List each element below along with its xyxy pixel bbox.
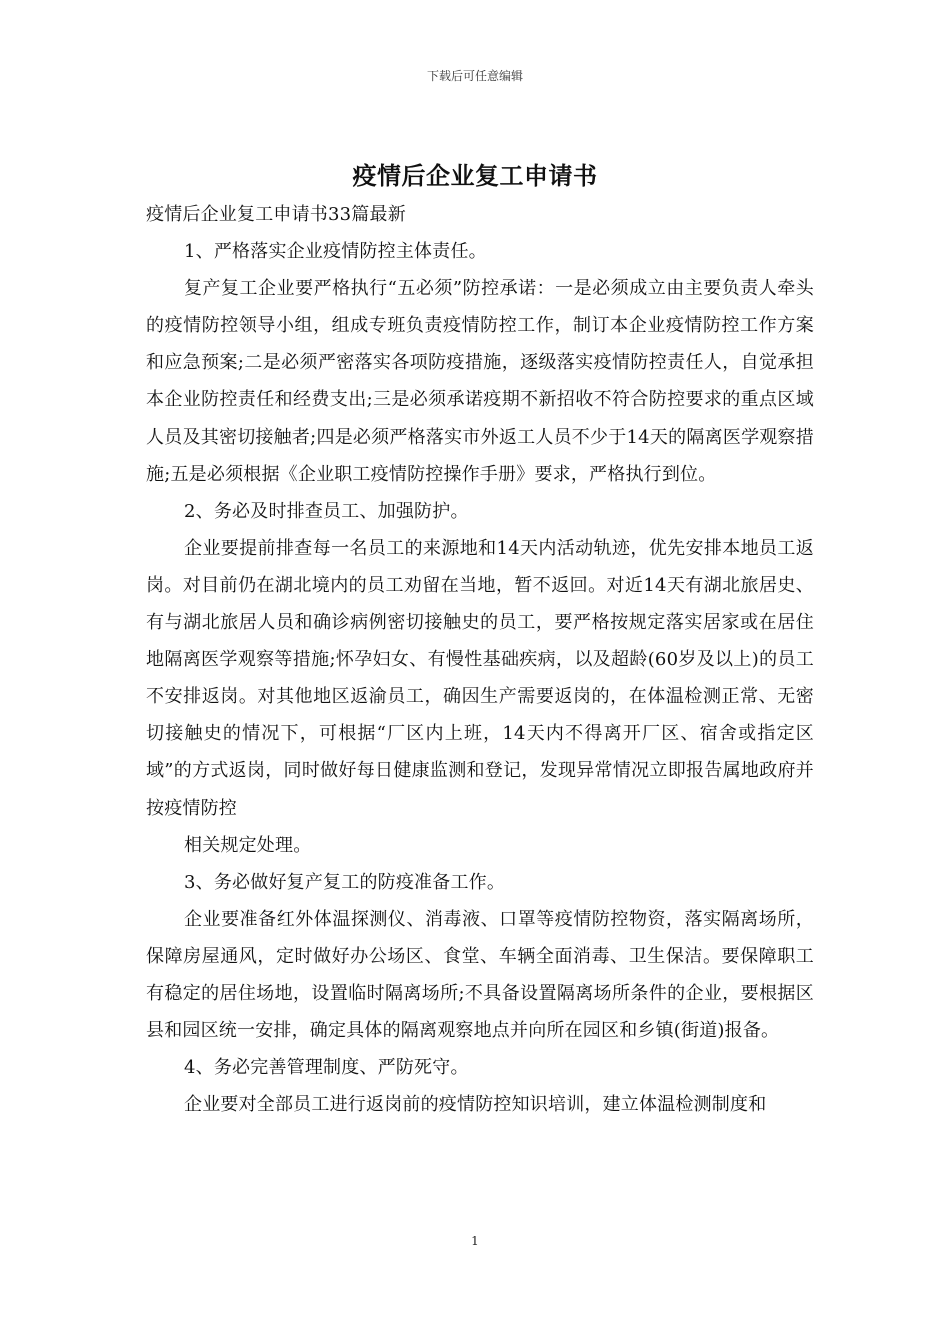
document-title: 疫情后企业复工申请书	[352, 162, 598, 190]
section-heading-2: 2、务必及时排查员工、加强防护。	[184, 500, 469, 522]
section-heading-3: 3、务必做好复产复工的防疫准备工作。	[184, 871, 506, 893]
section-heading-1: 1、严格落实企业疫情防控主体责任。	[184, 241, 487, 263]
subtitle-paragraph: 疫情后企业复工申请书33篇最新	[146, 204, 406, 225]
section-paragraph-3: 企业要准备红外体温探测仪、消毒液、口罩等疫情防控物资，落实隔离场所，保障房屋通风，定时做好办公场区、食堂、车辆全面消毒、卫生保洁。要保障职工有稳定的居住场地，设置临时隔离场所;不具备设置隔离场所条件的企业，要根据区县和园区统一安排，确定具体的隔离观察地点并向所在园区和乡镇(街道)报备。	[146, 908, 814, 1042]
section-paragraph-2-continued: 相关规定处理。	[184, 834, 312, 856]
section-paragraph-2: 企业要提前排查每一名员工的来源地和14天内活动轨迹，优先安排本地员工返岗。对目前仍在湖北境内的员工劝留在当地，暂不返回。对近14天有湖北旅居史、有与湖北旅居人员和确诊病例密切接触史的员工，要严格按规定落实居家或在居住地隔离医学观察等措施;怀孕妇女、有慢性基础疾病，以及超龄(60岁及以上)的员工不安排返岗。对其他地区返渝员工，确因生产需要返岗的，在体温检测正常、无密切接触史的情况下，可根据“厂区内上班，14天内不得离开厂区、宿舍或指定区域”的方式返岗，同时做好每日健康监测和登记，发现异常情况立即报告属地政府并按疫情防控	[146, 537, 814, 819]
section-heading-4: 4、务必完善管理制度、严防死守。	[184, 1057, 469, 1079]
page-header-note: 下载后可任意编辑	[426, 69, 523, 83]
section-paragraph-4: 企业要对全部员工进行返岗前的疫情防控知识培训，建立体温检测制度和	[184, 1094, 767, 1116]
section-paragraph-1: 复产复工企业要严格执行“五必须”防控承诺：一是必须成立由主要负责人牵头的疫情防控领导小组，组成专班负责疫情防控工作，制订本企业疫情防控工作方案和应急预案;二是必须严密落实各项防疫措施，逐级落实疫情防控责任人，自觉承担本企业防控责任和经费支出;三是必须承诺疫期不新招收不符合防控要求的重点区域人员及其密切接触者;四是必须严格落实市外返工人员不少于14天的隔离医学观察措施;五是必须根据《企业职工疫情防控操作手册》要求，严格执行到位。	[146, 278, 814, 485]
document-body	[146, 196, 814, 1123]
page-number: 1	[471, 1234, 479, 1248]
